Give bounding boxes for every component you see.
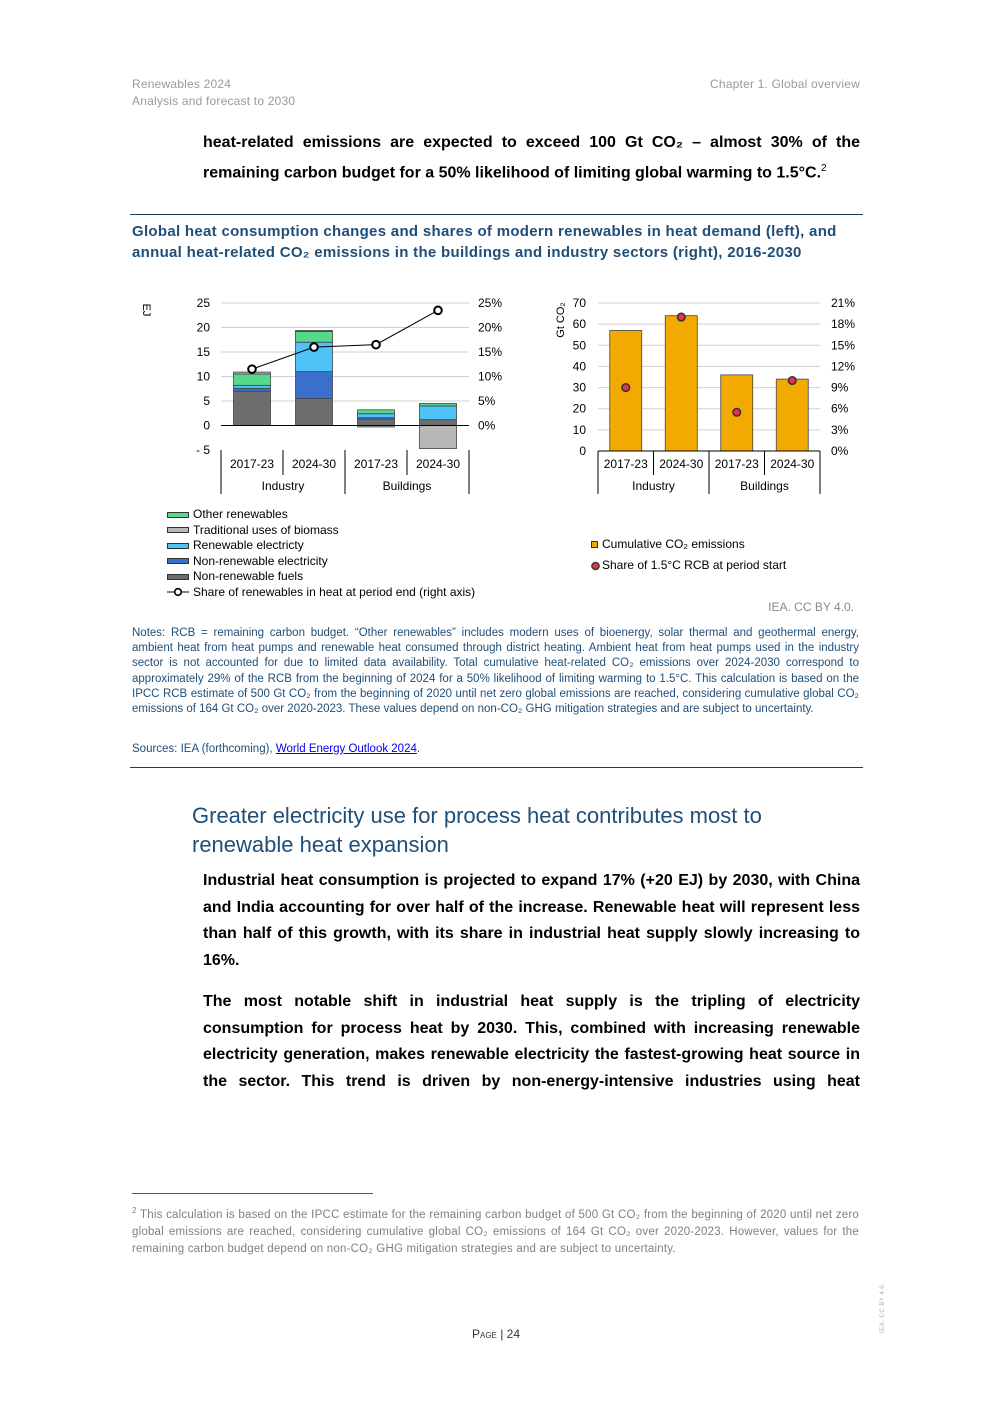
bar-segment [296,372,333,399]
rcb-marker [622,384,630,392]
y-axis-label: Gt CO₂ [555,302,567,338]
legend-label: Non-renewable fuels [193,569,304,583]
footnote-separator [132,1193,373,1194]
y2-tick-label: 21% [831,296,856,310]
group-label: Industry [261,479,305,493]
y2-tick-label: 15% [831,338,856,353]
y-tick-label: 0 [203,418,210,433]
legend-label: Renewable electricty [193,538,304,552]
y-tick-label: 15 [196,345,210,359]
legend-item-renewable-electricity [167,538,475,554]
right-chart-legend [591,534,786,576]
bar-segment [358,414,395,418]
bar-segment [234,391,271,425]
bar-segment [358,419,395,425]
legend-line-marker-icon [167,587,193,597]
figure-title: Global heat consumption changes and shares of modern renewables in heat demand (left), and annual heat-related CO₂ emissions in the buildings and industry sectors (right), 2016-2030 [132,223,837,261]
page-number [0,1327,992,1341]
y-tick-label: 50 [572,338,586,353]
chapter-title: Chapter 1. Global overview [710,77,860,91]
sources-suffix: . [416,743,421,755]
body-paragraph-1: Industrial heat consumption is projected to expand 17% (+20 EJ) by 2030, with China and India accounting for over half of the increase. Renewable heat will represent less than half of this growth, with its share in industrial heat supply slowly increasing to 16%. [203,872,860,969]
legend-item-cumulative-co2 [591,534,786,555]
legend-label: Cumulative CO₂ emissions [602,536,745,551]
legend-item-nonrenewable-electricity [167,554,475,570]
intro-paragraph [203,130,860,186]
share-marker [248,365,256,373]
side-watermark: IEA. CC BY 4.0. [880,1282,886,1333]
legend-label: Share of 1.5°C RCB at period start [602,557,787,572]
bar-segment [234,388,271,391]
share-marker [372,341,380,349]
legend-label: Other renewables [193,507,288,521]
y2-tick-label: 0% [831,444,849,458]
category-label: 2017-23 [714,457,759,471]
figure-top-rule [130,214,863,215]
y-tick-label: 70 [572,296,586,310]
footnote [132,1202,859,1258]
bar-segment [296,399,333,426]
category-label: 2024-30 [291,457,337,471]
y2-tick-label: 25% [478,296,503,310]
share-marker [434,307,442,315]
category-label: 2024-30 [770,457,815,471]
legend-swatch [167,512,189,518]
footnote-text: This calculation is based on the IPCC estimate for the remaining carbon budget of 500 Gt CO₂ from the beginning of 2020 until net zero global emissions are reached, considering cumulative global CO₂ emissions of 164 Gt CO₂ over 2020-2023. However, values for the remaining carbon budget depend on non-CO₂ GHG mitigation strategies and are subject to uncertainty. [132,1208,859,1255]
y-tick-label: 30 [572,380,586,395]
left-chart-heat-consumption [140,296,502,494]
y2-tick-label: 5% [478,394,496,408]
y-tick-label: 10 [196,369,210,384]
left-chart-legend [167,507,475,600]
right-chart-co2-emissions [555,296,855,494]
share-line [252,310,438,369]
bar-segment [296,330,333,331]
y-tick-label: 20 [572,401,586,416]
figure-charts [130,290,863,510]
y2-tick-label: 18% [831,317,856,332]
legend-swatch [167,543,189,549]
report-title: Renewables 2024 [132,77,232,91]
bar-segment [234,374,271,385]
y-tick-label: 20 [196,320,210,335]
legend-swatch [167,558,189,564]
y2-tick-label: 9% [831,380,849,395]
legend-label: Traditional uses of biomass [193,522,339,537]
category-label: 2024-30 [659,457,704,471]
legend-dot-marker-icon [591,561,602,571]
figure-bottom-rule [130,767,863,768]
group-label: Buildings [740,479,789,493]
figure-credit: IEA. CC BY 4.0. [768,600,854,614]
category-label: 2017-23 [353,457,399,471]
body-paragraph-2: The most notable shift in industrial heat supply is the tripling of electricity consumption for process heat by 2030. This, combined with increasing renewable electricity generation, makes renewable electricity the fastest-growing heat source in the sector. This trend is driven by non-energy-intensive industries using heat [203,993,860,1090]
section-heading: Greater electricity use for process heat contributes most to renewable heat expansion [192,803,762,857]
bar [665,316,697,451]
y2-tick-label: 10% [478,369,503,384]
bar-segment [420,426,457,449]
legend-label: Non-renewable electricity [193,553,328,568]
footnote-number: 2 [132,1206,137,1215]
legend-swatch [167,527,189,533]
bar-segment [420,406,457,420]
sources-prefix: Sources: IEA (forthcoming), [132,743,276,755]
legend-label: Share of renewables in heat at period end (right axis) [193,584,476,599]
y-tick-label: 60 [572,317,586,332]
category-label: 2017-23 [603,457,648,471]
legend-swatch [167,574,189,580]
y-axis-label: EJ [140,303,152,317]
rcb-marker [677,313,685,321]
figure-notes: Notes: RCB = remaining carbon budget. “Other renewables” includes modern uses of bioenergy, solar thermal and geothermal energy, ambient heat from heat pumps and renewable heat consumed through district heating. Ambient heat from heat pumps used in the industry sector is not accounted for due to limited data availability. Total cumulative heat-related CO₂ emissions over 2024-2030 correspond to approximately 29% of the RCB from the beginning of 2024 for a 50% likelihood of limiting warming to 1.5°C. This calculation is based on the IPCC RCB estimate of 500 Gt CO₂ from the beginning of 2020 until net zero global emissions are reached, considering cumulative global CO₂ emissions of 164 Gt CO₂ over 2020-2023. These values depend on non-CO₂ GHG mitigation strategies and are subject to uncertainty. [132,627,859,716]
bar-segment [234,385,271,388]
legend-item-share-renewables [167,585,475,601]
bar-segment [296,331,333,342]
y2-tick-label: 12% [831,359,856,374]
rcb-marker [788,377,796,385]
category-label: 2017-23 [229,457,275,471]
bar-segment [420,420,457,426]
rcb-marker [733,408,741,416]
y2-tick-label: 6% [831,401,849,416]
y2-tick-label: 20% [478,320,503,335]
y2-tick-label: 15% [478,345,503,359]
group-label: Buildings [382,479,432,493]
bar-segment [420,403,457,405]
category-label: 2024-30 [415,457,461,471]
weo-2024-link[interactable]: World Energy Outlook 2024 [275,743,417,755]
footnote-ref: 2 [821,163,827,174]
legend-item-rcb-share [591,555,786,576]
y2-tick-label: 3% [831,422,849,437]
legend-item-other-renewables [167,507,475,523]
y-tick-label: 10 [572,422,586,437]
y-tick-label: 0 [579,444,586,458]
intro-text: heat-related emissions are expected to exceed 100 Gt CO₂ – almost 30% of the remaining carbon budget for a 50% likelihood of limiting global warming to 1.5°C. [203,134,860,182]
y-tick-label: 40 [572,359,586,374]
group-label: Industry [632,479,675,493]
share-marker [310,343,318,351]
legend-item-nonrenewable-fuels [167,569,475,585]
legend-swatch [591,541,598,548]
y2-tick-label: 0% [478,418,496,433]
page-label: Page | 24 [471,1327,521,1341]
y-tick-label: - 5 [195,443,210,457]
report-subtitle: Analysis and forecast to 2030 [132,94,296,108]
bar [776,379,808,451]
y-tick-label: 25 [196,296,210,310]
legend-item-traditional-biomass [167,523,475,539]
bar-segment [358,410,395,414]
y-tick-label: 5 [203,394,210,408]
figure-sources [132,743,420,755]
